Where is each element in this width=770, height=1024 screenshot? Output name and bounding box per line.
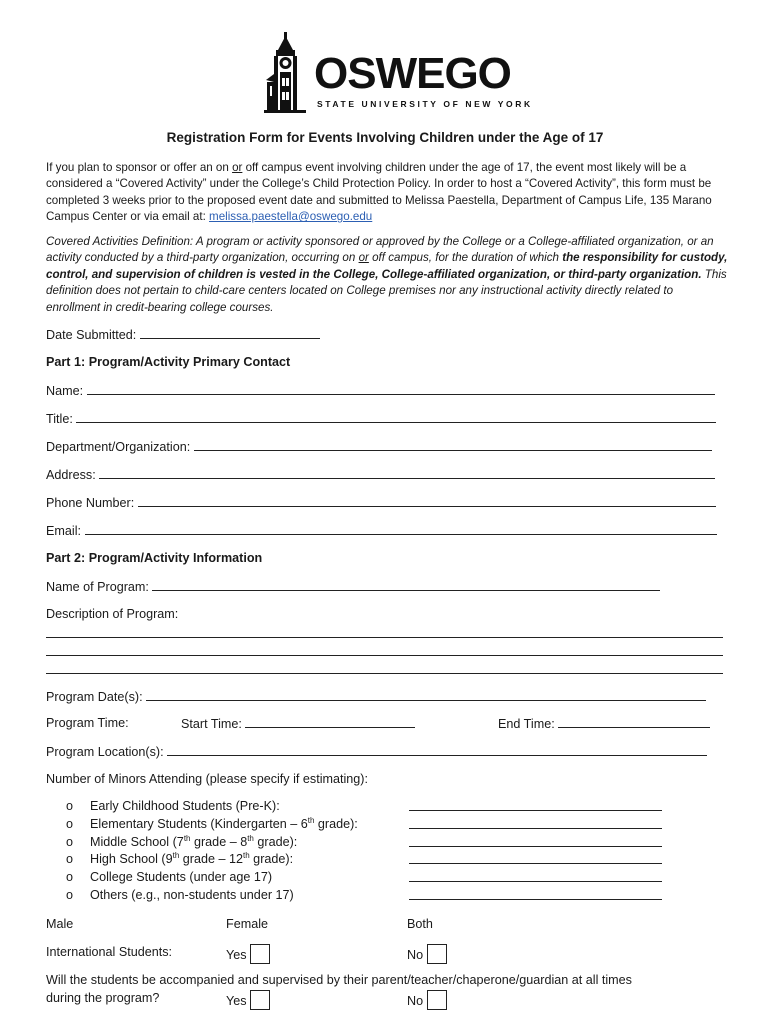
address-row bbox=[46, 466, 715, 483]
end-time-row bbox=[498, 715, 710, 732]
logo-tagline: STATE UNIVERSITY OF NEW YORK bbox=[317, 99, 533, 109]
minors-heading: Number of Minors Attending (please specify if estimating): bbox=[46, 772, 368, 786]
start-time-field[interactable] bbox=[245, 715, 415, 728]
department-field[interactable] bbox=[194, 438, 712, 451]
definition-bold-text: the responsibility for custody, control, and supervision of children is vested in the College, College-affiliated organization, or third-party organization. bbox=[46, 251, 728, 281]
high-school-label: High School (9th grade – 12th grade): bbox=[90, 851, 294, 867]
international-yes bbox=[226, 944, 270, 964]
contact-email-link[interactable]: melissa.paestella@oswego.edu bbox=[209, 210, 373, 224]
high-school-field[interactable] bbox=[409, 863, 662, 864]
elementary-field[interactable] bbox=[409, 828, 662, 829]
program-name-label: Name of Program: bbox=[46, 580, 153, 594]
title-row bbox=[46, 410, 716, 427]
definition-text-2: off campus, for the duration of which bbox=[368, 251, 563, 265]
definition-or: or bbox=[358, 251, 369, 265]
elementary-label: Elementary Students (Kindergarten – 6th grade): bbox=[90, 815, 358, 831]
intro-or: or bbox=[232, 161, 243, 174]
start-time-label: Start Time: bbox=[181, 717, 246, 731]
program-name-row bbox=[46, 578, 660, 595]
accompanied-no bbox=[407, 990, 447, 1010]
dates-row bbox=[46, 688, 706, 705]
location-label: Program Location(s): bbox=[46, 745, 168, 759]
title-field[interactable] bbox=[76, 410, 716, 423]
location-field[interactable] bbox=[167, 743, 707, 756]
early-childhood-field[interactable] bbox=[409, 810, 662, 811]
oswego-logo bbox=[262, 30, 533, 114]
description-line-3[interactable] bbox=[46, 673, 723, 674]
name-label: Name: bbox=[46, 384, 87, 398]
definition-text-3: This definition does not pertain to child-care centers located on College premises nor any instructional activity directly related to enrollment in credit-bearing college courses. bbox=[46, 267, 727, 314]
date-submitted-label: Date Submitted: bbox=[46, 328, 140, 342]
both-label: Both bbox=[407, 917, 433, 931]
international-yes-checkbox[interactable] bbox=[250, 944, 270, 964]
college-field[interactable] bbox=[409, 881, 662, 882]
phone-label: Phone Number: bbox=[46, 496, 138, 510]
description-line-2[interactable] bbox=[46, 655, 723, 656]
bullet-icon: o bbox=[66, 870, 74, 885]
accompanied-no-checkbox[interactable] bbox=[427, 990, 447, 1010]
others-field[interactable] bbox=[409, 899, 662, 900]
definition-text-1: Covered Activities Definition: A program or activity sponsored or approved by the College or a College-affiliated organization, or an activity conducted by a third-party organization, occurring on bbox=[46, 235, 714, 265]
logo-wordmark: OSWEGO bbox=[314, 49, 511, 98]
part1-heading: Part 1: Program/Activity Primary Contact bbox=[46, 355, 291, 369]
address-label: Address: bbox=[46, 468, 100, 482]
date-submitted-row bbox=[46, 326, 320, 343]
bullet-icon: o bbox=[66, 852, 74, 867]
department-row bbox=[46, 438, 712, 455]
bullet-icon: o bbox=[66, 799, 74, 813]
title-label: Title: bbox=[46, 412, 77, 426]
name-row bbox=[46, 382, 715, 399]
international-yes-label: Yes bbox=[226, 948, 247, 962]
name-field[interactable] bbox=[87, 382, 715, 395]
email-label: Email: bbox=[46, 524, 85, 538]
accompanied-question-line1: Will the students be accompanied and supervised by their parent/teacher/chaperone/guardian at all times bbox=[46, 973, 632, 987]
others-label: Others (e.g., non-students under 17) bbox=[90, 887, 294, 902]
intro-text-1: If you plan to sponsor or offer an on bbox=[46, 161, 233, 174]
email-row bbox=[46, 522, 717, 539]
end-time-field[interactable] bbox=[558, 715, 710, 728]
intro-paragraph bbox=[46, 160, 730, 226]
accompanied-yes bbox=[226, 990, 270, 1010]
description-label: Description of Program: bbox=[46, 607, 179, 621]
department-label: Department/Organization: bbox=[46, 440, 194, 454]
dates-field[interactable] bbox=[146, 688, 706, 701]
definition-paragraph bbox=[46, 234, 730, 316]
program-name-field[interactable] bbox=[152, 578, 660, 591]
description-line-1[interactable] bbox=[46, 637, 723, 638]
accompanied-question-line2: during the program? bbox=[46, 991, 160, 1005]
location-row bbox=[46, 743, 707, 760]
accompanied-no-label: No bbox=[407, 994, 424, 1008]
male-label: Male bbox=[46, 917, 74, 931]
international-label: International Students: bbox=[46, 945, 173, 959]
start-time-row bbox=[181, 715, 415, 732]
international-no-checkbox[interactable] bbox=[427, 944, 447, 964]
clock-tower-icon bbox=[262, 30, 312, 114]
phone-row bbox=[46, 494, 716, 511]
female-label: Female bbox=[226, 917, 268, 931]
accompanied-yes-checkbox[interactable] bbox=[250, 990, 270, 1010]
middle-school-field[interactable] bbox=[409, 846, 662, 847]
international-no-label: No bbox=[407, 948, 424, 962]
form-title: Registration Form for Events Involving Children under the Age of 17 bbox=[166, 130, 604, 145]
intro-text-2: off campus event involving children under the age of 17, the event most likely will be a considered a “Covered Activity” under the College’s Child Protection Policy. In order to host a “Covered Activity”, this form must be completed 3 weeks prior to the proposed event date and submitted to Melissa Paestella, Department of Campus Life, 135 Marano Campus Center or via email at: bbox=[46, 161, 712, 224]
date-submitted-field[interactable] bbox=[140, 326, 320, 339]
early-childhood-label: Early Childhood Students (Pre-K): bbox=[90, 799, 280, 813]
address-field[interactable] bbox=[99, 466, 715, 479]
international-no bbox=[407, 944, 447, 964]
bullet-icon: o bbox=[66, 887, 74, 902]
bullet-icon: o bbox=[66, 816, 74, 831]
end-time-label: End Time: bbox=[498, 717, 559, 731]
middle-school-label: Middle School (7th grade – 8th grade): bbox=[90, 833, 298, 849]
program-time-label: Program Time: bbox=[46, 716, 129, 730]
phone-field[interactable] bbox=[138, 494, 716, 507]
part2-heading: Part 2: Program/Activity Information bbox=[46, 551, 263, 565]
accompanied-yes-label: Yes bbox=[226, 994, 247, 1008]
email-field[interactable] bbox=[85, 522, 717, 535]
bullet-icon: o bbox=[66, 834, 74, 849]
dates-label: Program Date(s): bbox=[46, 690, 147, 704]
college-label: College Students (under age 17) bbox=[90, 870, 273, 885]
